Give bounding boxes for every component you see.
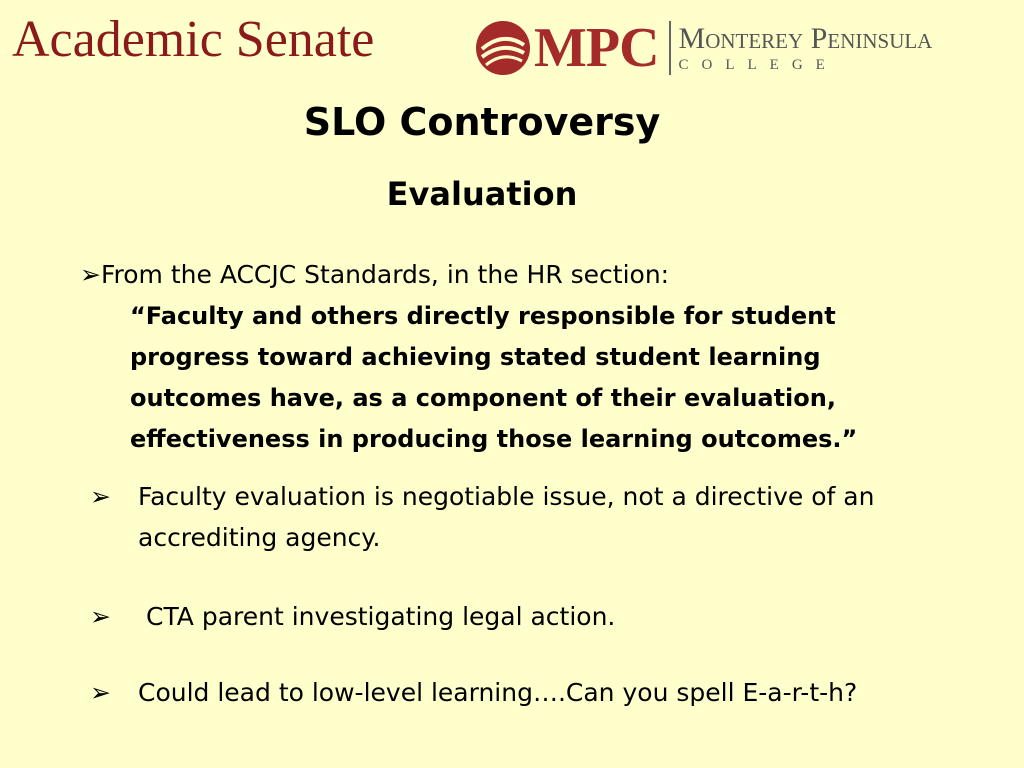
- arrow-bullet-icon: ➢: [80, 260, 101, 289]
- arrow-bullet-icon: ➢: [90, 678, 111, 707]
- logo-line2: COLLEGE: [678, 56, 838, 73]
- logo-divider: [669, 21, 671, 75]
- bullet-text: CTA parent investigating legal action.: [146, 602, 616, 631]
- arrow-bullet-icon: ➢: [90, 482, 111, 511]
- slide-subtitle: Evaluation: [386, 175, 578, 213]
- bullet-text: From the ACCJC Standards, in the HR section:: [100, 260, 670, 289]
- bullet-text: Could lead to low-level learning….Can you spell E-a-r-t-h?: [138, 678, 858, 707]
- slide-title: SLO Controversy: [303, 100, 661, 144]
- header-title: Academic Senate: [12, 11, 375, 68]
- logo-text: [678, 21, 933, 73]
- bullet-accjc-standards: [80, 254, 669, 295]
- logo-emblem-icon: [474, 19, 532, 77]
- standards-quote: “Faculty and others directly responsible for student progress toward achieving stated student learning outcomes have, as a component of their evaluation, effectiveness in producing those learning outcomes.”: [130, 302, 858, 453]
- logo-line1: Monterey Peninsula: [678, 21, 933, 55]
- bullet-text: Faculty evaluation is negotiable issue, not a directive of an accrediting agency.: [138, 482, 875, 552]
- college-logo: [474, 16, 932, 80]
- arrow-bullet-icon: ➢: [90, 602, 111, 631]
- logo-mark: MPC: [534, 17, 659, 79]
